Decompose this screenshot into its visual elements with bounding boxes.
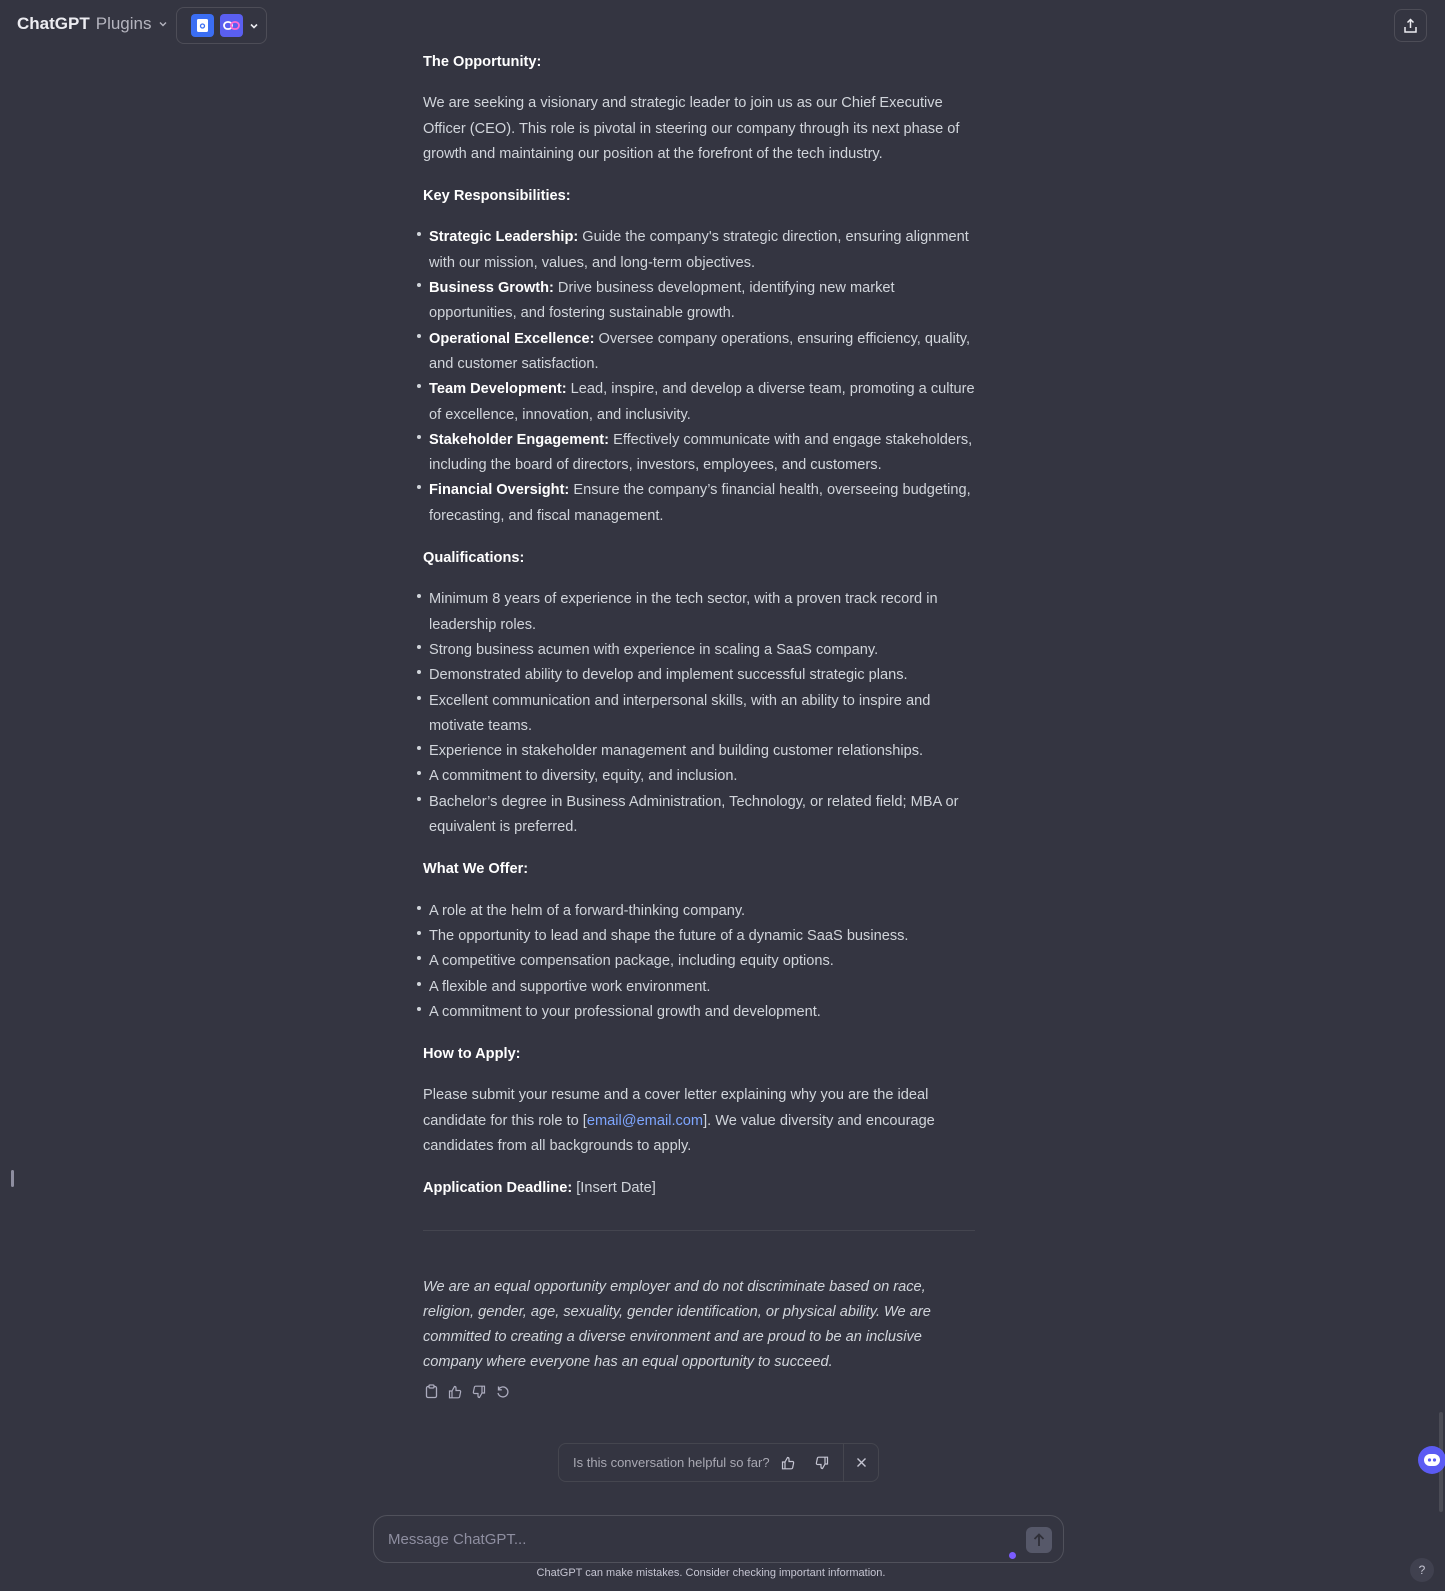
close-icon [856, 1457, 867, 1468]
qualifications-list [423, 587, 975, 840]
thumbs-up-button[interactable] [447, 1384, 463, 1400]
assistant-message [423, 48, 975, 1400]
bot-face-icon [1423, 1453, 1441, 1467]
top-bar [0, 0, 1445, 52]
arrow-up-icon [1033, 1533, 1045, 1547]
list-item: Experience in stakeholder management and building customer relationships. [423, 739, 975, 764]
section-heading-responsibilities: Key Responsibilities: [423, 188, 571, 205]
disclaimer-text: ChatGPT can make mistakes. Consider checking important information. [536, 1567, 886, 1579]
section-heading-offer: What We Offer: [423, 861, 529, 878]
plugin-selector[interactable] [176, 7, 267, 44]
feedback-question: Is this conversation helpful so far? [573, 1455, 770, 1470]
thumbs-down-icon [472, 1385, 486, 1399]
message-input[interactable] [388, 1531, 988, 1548]
list-item: The opportunity to lead and shape the future of a dynamic SaaS business. [423, 924, 975, 949]
list-item: Bachelor’s degree in Business Administration, Technology, or related field; MBA or equivalent is preferred. [423, 790, 975, 841]
list-item: Excellent communication and interpersonal skills, with an ability to inspire and motivate teams. [423, 689, 975, 740]
share-button[interactable] [1394, 9, 1427, 42]
list-item: A flexible and supportive work environment. [423, 975, 975, 1000]
deadline-value: [Insert Date] [572, 1180, 656, 1197]
list-item: A competitive compensation package, including equity options. [423, 949, 975, 974]
thumbs-down-button[interactable] [471, 1384, 487, 1400]
feedback-prompt [558, 1443, 879, 1482]
feedback-thumbs-down-button[interactable] [805, 1443, 839, 1482]
list-item: A commitment to diversity, equity, and inclusion. [423, 764, 975, 789]
share-icon [1403, 18, 1418, 34]
message-actions [423, 1384, 975, 1400]
section-heading-qualifications: Qualifications: [423, 550, 525, 567]
thumbs-down-icon [815, 1456, 829, 1470]
list-item: A role at the helm of a forward-thinking company. [423, 899, 975, 924]
assistant-launcher-button[interactable] [1418, 1446, 1445, 1474]
apply-paragraph: Please submit your resume and a cover letter explaining why you are the ideal candidate for this role to [email@email.com]. We value diversity and encourage candidates from all backgrounds to apply. [423, 1087, 935, 1154]
thumbs-up-icon [448, 1385, 462, 1399]
help-button[interactable]: ? [1410, 1558, 1434, 1582]
regenerate-icon [496, 1385, 510, 1399]
status-indicator [1009, 1552, 1016, 1559]
chevron-down-icon [158, 19, 168, 29]
deadline-label: Application Deadline: [423, 1180, 573, 1197]
list-item: Strategic Leadership: Guide the company's strategic direction, ensuring alignment with our mission, values, and long-term objectives. [423, 225, 975, 276]
send-button[interactable] [1026, 1527, 1052, 1553]
list-item: Strong business acumen with experience in scaling a SaaS company. [423, 638, 975, 663]
model-subtitle: Plugins [95, 14, 152, 33]
clipboard-icon [425, 1384, 438, 1399]
app-title: ChatGPT [17, 14, 90, 33]
message-composer [373, 1515, 1064, 1563]
list-item: Stakeholder Engagement: Effectively communicate with and engage stakeholders, including the board of directors, investors, employees, and customers. [423, 428, 975, 479]
list-item: Business Growth: Drive business development, identifying new market opportunities, and fostering sustainable growth. [423, 276, 975, 327]
copy-button[interactable] [423, 1384, 439, 1400]
thumbs-up-icon [781, 1456, 795, 1470]
list-item: Operational Excellence: Oversee company operations, ensuring efficiency, quality, and customer satisfaction. [423, 327, 975, 378]
list-item: Minimum 8 years of experience in the tech sector, with a proven track record in leadership roles. [423, 587, 975, 638]
feedback-close-button[interactable] [844, 1443, 878, 1482]
list-item: Team Development: Lead, inspire, and develop a diverse team, promoting a culture of excellence, innovation, and inclusivity. [423, 377, 975, 428]
regenerate-button[interactable] [495, 1384, 511, 1400]
section-heading-apply: How to Apply: [423, 1046, 521, 1063]
responsibilities-list [423, 225, 975, 529]
deadline-line [423, 1176, 975, 1201]
list-item: A commitment to your professional growth and development. [423, 1000, 975, 1025]
divider [423, 1230, 975, 1231]
chevron-down-icon [249, 21, 259, 31]
link-plugin-icon [220, 14, 243, 37]
opportunity-paragraph: We are seeking a visionary and strategic leader to join us as our Chief Executive Officer (CEO). This role is pivotal in steering our company through its next phase of growth and maintaining our position at the forefront of the tech industry. [423, 95, 960, 162]
feedback-thumbs-up-button[interactable] [771, 1443, 805, 1482]
eeo-statement: We are an equal opportunity employer and do not discriminate based on race, religion, gender, age, sexuality, gender identification, or physical ability. We are committed to creating a diverse environment and are proud to be an inclusive company where everyone has an equal opportunity to succeed. [423, 1278, 931, 1371]
list-item: Financial Oversight: Ensure the company’s financial health, overseeing budgeting, forecasting, and fiscal management. [423, 478, 975, 529]
list-item: Demonstrated ability to develop and implement successful strategic plans. [423, 663, 975, 688]
sidebar-toggle-handle[interactable] [11, 1170, 14, 1187]
email-link[interactable]: email@email.com [586, 1112, 704, 1129]
section-heading-opportunity: The Opportunity: [423, 54, 542, 70]
offer-list [423, 899, 975, 1025]
doc-plugin-icon [191, 14, 214, 37]
model-selector[interactable] [17, 14, 168, 34]
